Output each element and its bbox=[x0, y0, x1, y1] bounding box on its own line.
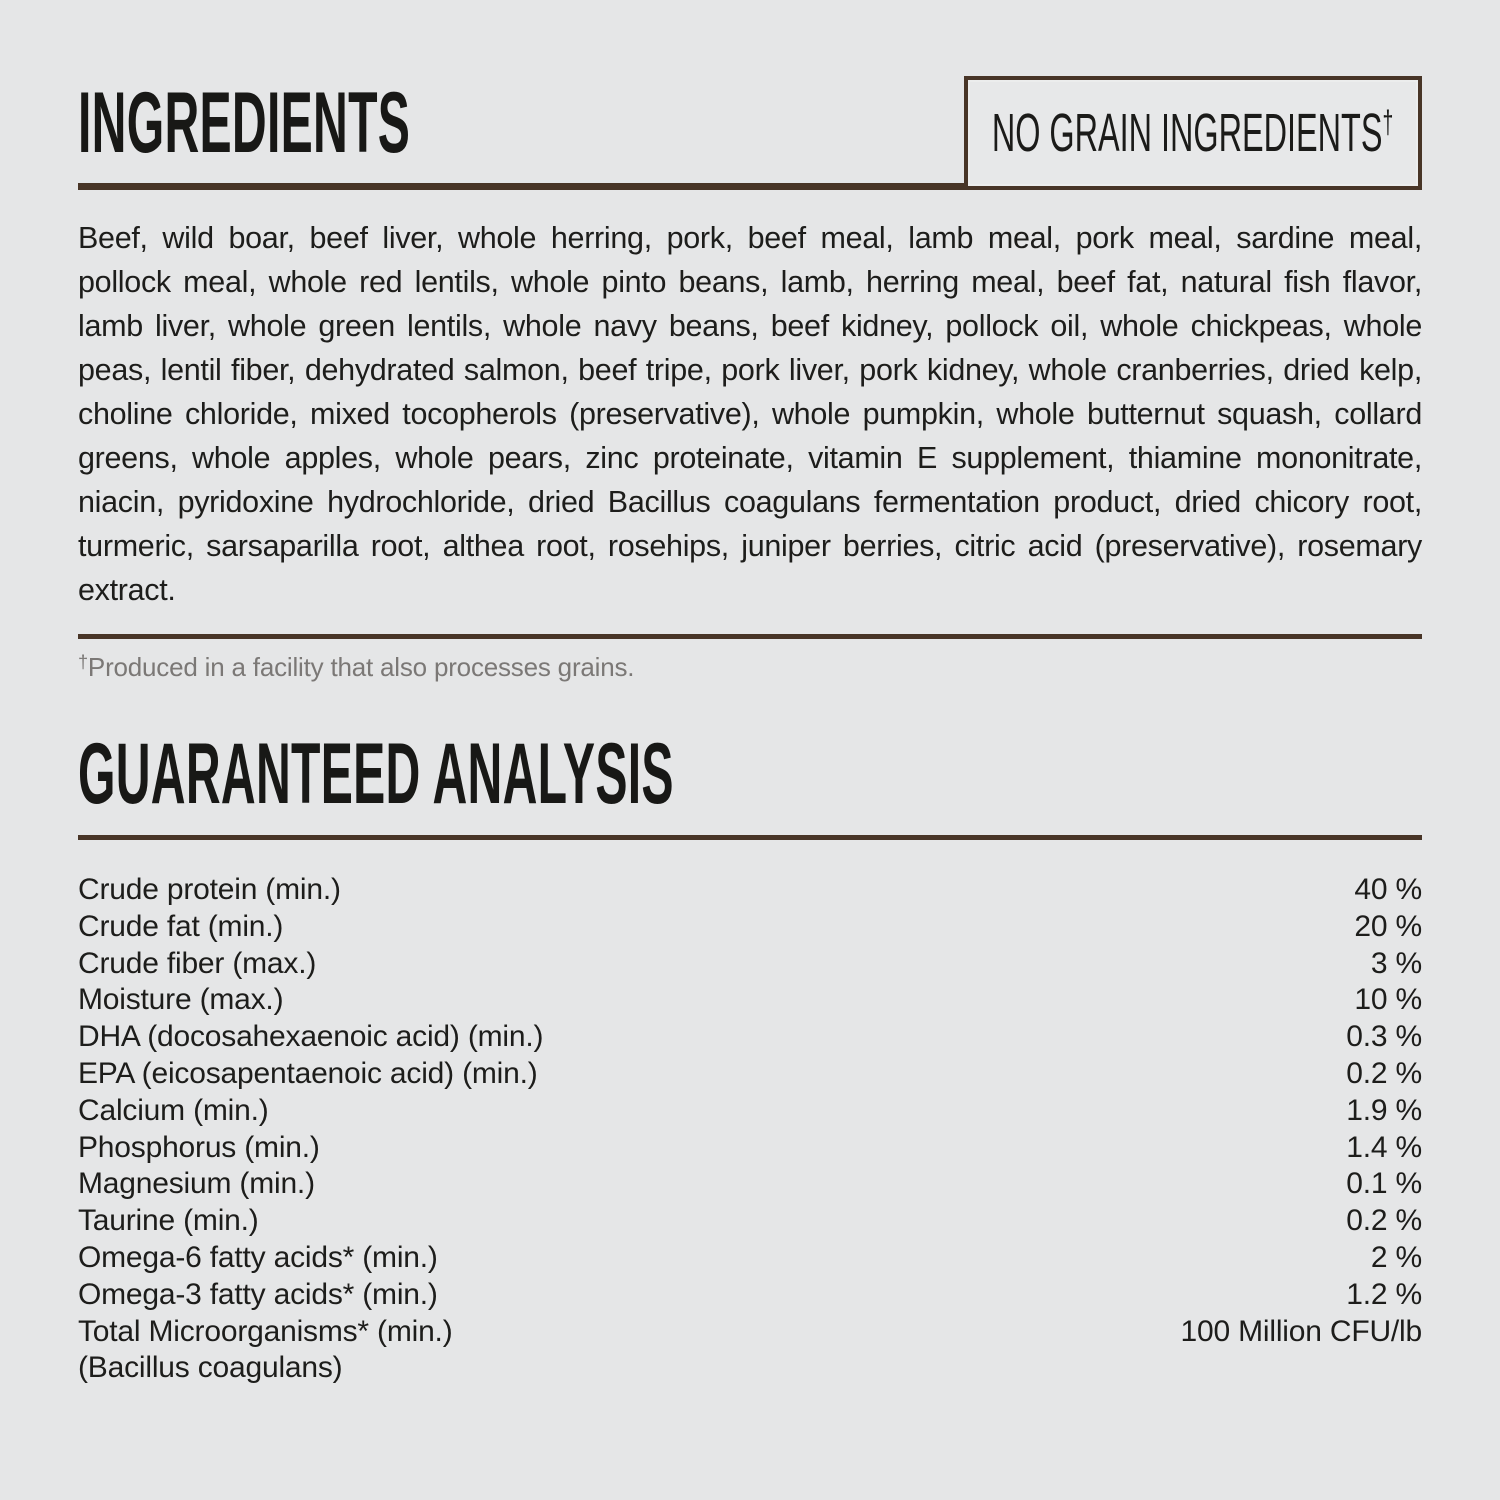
analysis-row-label: Omega-3 fatty acids* (min.) bbox=[78, 1277, 438, 1311]
analysis-row bbox=[78, 1166, 1422, 1203]
analysis-row-label: Total Microorganisms* (min.) bbox=[78, 1314, 453, 1348]
analysis-row bbox=[78, 1277, 1422, 1314]
no-grain-badge bbox=[964, 76, 1422, 190]
analysis-row-value: 0.3 % bbox=[1346, 1020, 1422, 1054]
analysis-row-value: 2 % bbox=[1370, 1241, 1422, 1274]
ingredients-list-text: Beef, wild boar, beef liver, whole herring, pork, beef meal, lamb meal, pork meal, sardine meal, pollock meal, whole red lentils, whole pinto beans, lamb, herring meal, beef fat, natural fish flavor, lamb liver, whole green lentils, whole navy beans, beef kidney, pollock oil, whole chickpeas, whole peas, lentil fiber, dehydrated salmon, beef tripe, pork liver, pork kidney, whole cranberries, dried kelp, choline chloride, mixed tocopherols (preservative), whole pumpkin, whole butternut squash, collard greens, whole apples, whole pears, zinc proteinate, vitamin E supplement, thiamine mononitrate, niacin, pyridoxine hydrochloride, dried Bacillus coagulans fermentation product, dried chicory root, turmeric, sarsaparilla root, althea root, rosehips, juniper berries, citric acid (preservative), rosemary extract. bbox=[78, 220, 1422, 607]
analysis-row-label: Moisture (max.) bbox=[78, 983, 284, 1017]
analysis-row-label: Omega-6 fatty acids* (min.) bbox=[78, 1241, 438, 1274]
dagger-symbol: † bbox=[78, 651, 88, 672]
analysis-row-value: 10 % bbox=[1354, 983, 1422, 1017]
analysis-table bbox=[78, 872, 1422, 1387]
analysis-row bbox=[78, 909, 1422, 946]
analysis-row bbox=[78, 1056, 1422, 1093]
analysis-row bbox=[78, 946, 1422, 983]
analysis-row-label: DHA (docosahexaenoic acid) (min.) bbox=[78, 1020, 544, 1054]
analysis-row-value: 40 % bbox=[1354, 873, 1422, 907]
analysis-row-value: 1.4 % bbox=[1346, 1130, 1422, 1164]
analysis-row-label: (Bacillus coagulans) bbox=[78, 1351, 343, 1385]
analysis-row bbox=[78, 1350, 1422, 1387]
analysis-row bbox=[78, 872, 1422, 909]
grain-footnote bbox=[78, 652, 1422, 683]
analysis-row bbox=[78, 1314, 1422, 1351]
ingredients-header bbox=[78, 0, 1422, 190]
analysis-row-label: Crude protein (min.) bbox=[78, 873, 341, 907]
analysis-row-value: 0.2 % bbox=[1346, 1204, 1422, 1238]
footnote-divider bbox=[78, 634, 1422, 639]
analysis-row-label: Crude fiber (max.) bbox=[78, 946, 317, 980]
analysis-divider bbox=[78, 835, 1422, 840]
no-grain-badge-text bbox=[992, 102, 1393, 164]
analysis-row bbox=[78, 1093, 1422, 1130]
analysis-row-label: Phosphorus (min.) bbox=[78, 1130, 320, 1164]
analysis-row-value: 0.2 % bbox=[1346, 1057, 1422, 1091]
analysis-row bbox=[78, 982, 1422, 1019]
analysis-row-label: EPA (eicosapentaenoic acid) (min.) bbox=[78, 1057, 538, 1091]
ingredients-title: INGREDIENTS bbox=[78, 75, 411, 171]
analysis-row-value: 3 % bbox=[1370, 946, 1422, 980]
analysis-row-label: Crude fat (min.) bbox=[78, 909, 284, 943]
analysis-row-label: Magnesium (min.) bbox=[78, 1167, 315, 1201]
analysis-row-label: Taurine (min.) bbox=[78, 1204, 259, 1238]
analysis-header bbox=[78, 725, 1422, 841]
analysis-row bbox=[78, 1019, 1422, 1056]
analysis-row-value: 100 Million CFU/lb bbox=[1180, 1314, 1422, 1348]
analysis-title: GUARANTEED ANALYSIS bbox=[78, 725, 674, 822]
analysis-row bbox=[78, 1240, 1422, 1277]
dagger-symbol: † bbox=[1382, 103, 1394, 140]
no-grain-badge-label: NO GRAIN INGREDIENTS bbox=[992, 102, 1383, 163]
analysis-row-value: 1.2 % bbox=[1346, 1277, 1422, 1311]
analysis-row-value: 1.9 % bbox=[1346, 1093, 1422, 1127]
grain-footnote-text: Produced in a facility that also processes grains. bbox=[87, 651, 635, 682]
analysis-row-value: 20 % bbox=[1354, 909, 1422, 943]
analysis-row bbox=[78, 1130, 1422, 1167]
analysis-row-label: Calcium (min.) bbox=[78, 1093, 269, 1127]
analysis-row-value: 0.1 % bbox=[1346, 1167, 1422, 1201]
analysis-row bbox=[78, 1203, 1422, 1240]
